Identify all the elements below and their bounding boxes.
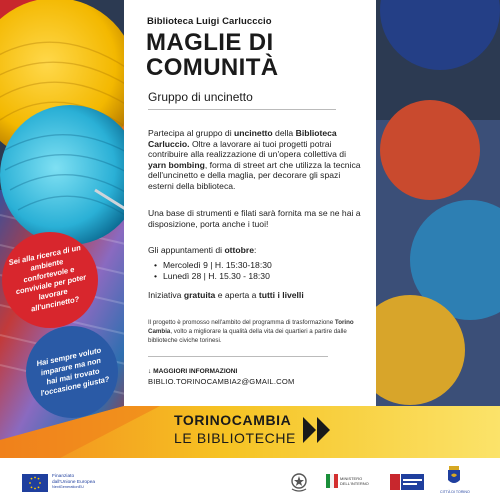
library-name: Biblioteca Luigi Carlucccio (147, 16, 272, 27)
brand-line-2: LE BIBLIOTECHE (174, 430, 296, 446)
paragraph-dates-intro: Gli appuntamenti di ottobre: (148, 245, 257, 255)
contact-email[interactable]: BIBLIO.TORINOCAMBIA2@GMAIL.COM (148, 377, 295, 386)
divider-bottom (148, 356, 328, 357)
info-heading: ↓ MAGGIORI INFORMAZIONI (148, 368, 238, 375)
city-of-turin-crest-icon (446, 466, 462, 488)
schedule-item: • Mercoledì 9 | H. 15:30-18:30 (154, 260, 272, 270)
bullet-icon: • (154, 260, 158, 270)
title-line-1: MAGLIE DI (146, 29, 274, 56)
bullet-icon: • (154, 271, 158, 281)
callout-red (2, 232, 98, 328)
title-line-2: COMUNITÀ (146, 54, 279, 81)
italian-flag-icon (326, 474, 338, 488)
content-panel (124, 0, 376, 440)
divider-top (148, 109, 336, 110)
callout-blue-text: Hai sempre voluto imparare ma non hai mai trovato l'occasione giusta? (35, 345, 111, 398)
program-note: Il progetto è promosso nell'ambito del programma di trasformazione Torino Cambia, volto a migliorare la qualità della vita dei quartieri a partire dalle biblioteche civiche torinesi. (148, 319, 354, 344)
brand-band (0, 400, 500, 458)
city-name: CITTÀ DI TORINO (440, 490, 470, 494)
italian-republic-emblem-icon (290, 472, 308, 492)
schedule-item: • Lunedì 28 | H. 15.30 - 18:30 (154, 271, 270, 281)
paragraph-intro: Partecipa al gruppo di uncinetto della Biblioteca Carluccio. Oltre a lavorare ai tuoi progetti potrai contribuire alla realizzazione di un'opera collettiva di yarn bombing, forma di street art che utilizza la tecnica dell'uncinetto e della maglia, per decorare gli spazi esterni della biblioteca. (148, 128, 361, 191)
callout-red-text: Sei alla ricerca di un ambiente confortevole e conviviale per poter lavorare all'uncinetto? (7, 243, 87, 314)
page-title (146, 30, 279, 80)
page-subtitle: Gruppo di uncinetto (148, 90, 253, 104)
torino-metropoli-logo-icon (390, 474, 424, 490)
paragraph-free: Iniziativa gratuita e aperta a tutti i livelli (148, 290, 304, 300)
paragraph-materials: Una base di strumenti e filati sarà fornita ma se ne hai a disposizione, porta anche i tuoi! (148, 208, 361, 229)
eu-funding-text: Finanziato dall'Unione Europea NextGenerationEU (52, 474, 96, 490)
brand-line-1: TORINOCAMBIA (174, 412, 292, 428)
ministry-text: MINISTERO DELL'INTERNO (340, 476, 369, 486)
eu-flag-icon (22, 474, 48, 492)
schedule-list (154, 260, 272, 282)
double-chevron-icon (303, 417, 333, 443)
arrow-down-icon: ↓ (148, 368, 154, 375)
